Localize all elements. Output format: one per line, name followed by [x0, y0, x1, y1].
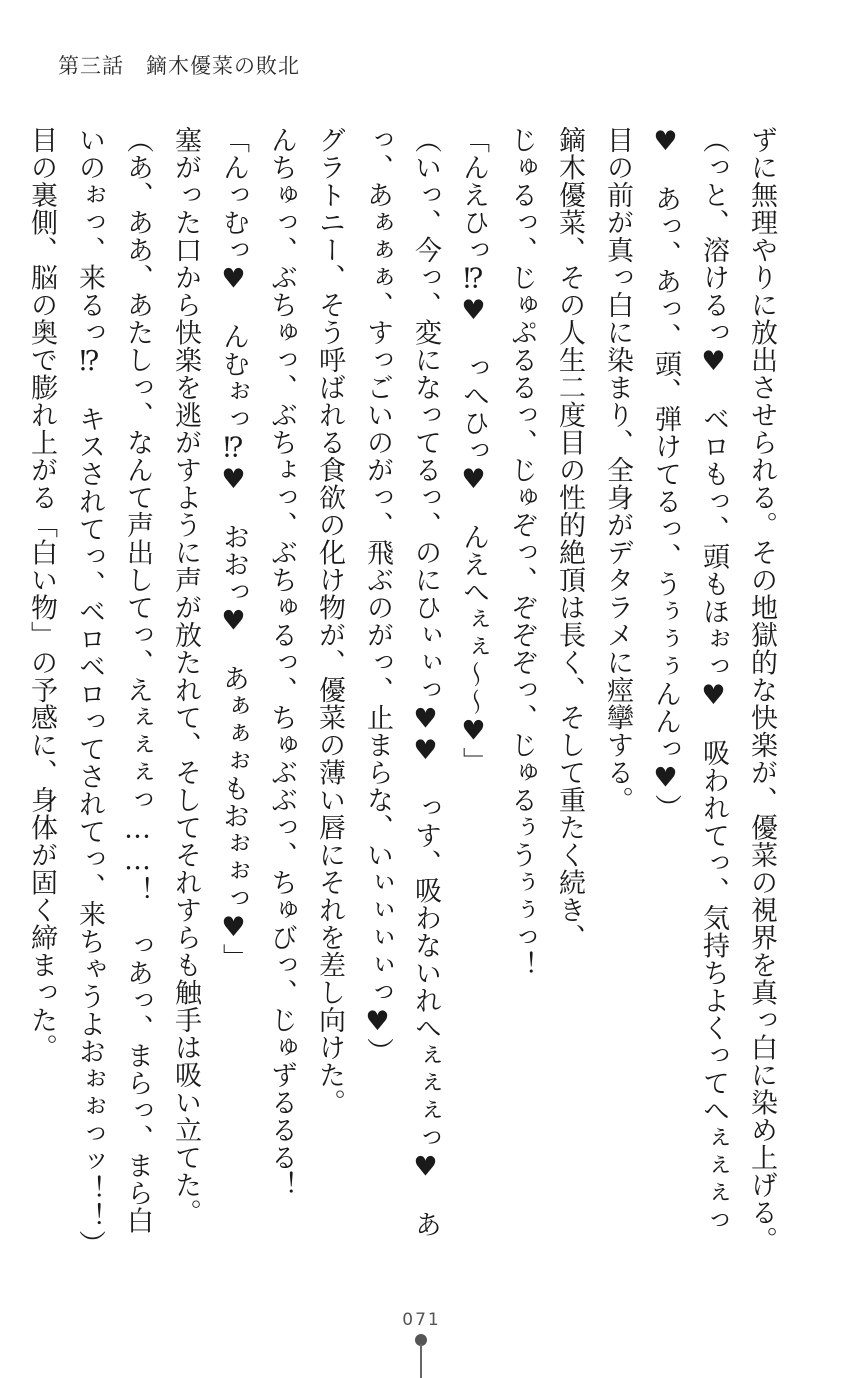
- text-line: ♥ あっ、あっ、頭、弾けてるっ、うぅぅぅんんっ♥）: [650, 126, 681, 822]
- text-line: （あ、ああ、あたしっ、なんて声出してっ、えぇぇぇっ……！ っあっ、まらっ、まら白: [122, 126, 153, 1234]
- text-line: 「んえひっ⁉♥ っへひっ♥ んえへぇぇ〜〜♥」: [458, 126, 489, 775]
- chapter-title: 第三話 鏑木優菜の敗北: [58, 54, 300, 78]
- novel-body-text: [26, 126, 785, 1266]
- page-number: 071: [402, 1310, 441, 1330]
- text-line: グラトニー、そう呼ばれる食欲の化け物が、優菜の薄い唇にそれを差し向けた。: [314, 126, 345, 1116]
- text-line: （っと、溶けるっ♥ ベロもっ、頭もほぉっ♥ 吸われてっ、気持ちよくってへぇぇぇっ: [698, 126, 729, 1234]
- text-line: 「んっむっ♥ んむぉっ⁉♥ おおっ♥ あぁぁぉもおぉぉっ♥」: [218, 126, 249, 971]
- text-line: 鏑木優菜、その人生二度目の性的絶頂は長く、そして重たく続き、: [554, 126, 585, 951]
- text-line: 目の裏側、脳の奥で膨れ上がる「白い物」の予感に、身体が固く締まった。: [26, 126, 57, 1061]
- page-marker-ornament: [415, 1334, 427, 1378]
- text-line: 目の前が真っ白に染まり、全身がデタラメに痙攣する。: [602, 126, 633, 814]
- text-line: んちゅっ、ぶちゅっ、ぶちょっ、ぶちゅるっ、ちゅぶぶっ、ちゅびっ、じゅずるるる！: [266, 126, 297, 1199]
- text-line: っ、あぁぁぁ、すっごいのがっ、飛ぶのがっ、止まらな、いぃぃぃぃっ♥）: [362, 126, 393, 1065]
- text-line: （いっ、今っ、変になってるっ、のにひぃぃっ♥♥ っす、吸わないれへぇぇぇっ♥ あ: [410, 126, 441, 1238]
- text-line: いのぉっ、来るっ⁉ キスされてっ、ベロベロってされてっ、来ちゃうよおぉぉっッ！！）: [74, 126, 105, 1258]
- text-line: ずに無理やりに放出させられる。その地獄的な快楽が、優菜の視界を真っ白に染め上げる。: [746, 126, 777, 1254]
- page-marker-stem: [420, 1344, 422, 1378]
- text-line: 塞がった口から快楽を逃がすように声が放たれて、そしてそれすらも触手は吸い立てた。: [170, 126, 201, 1226]
- text-line: じゅるっ、じゅぷるるっ、じゅぞっ、ぞぞぞっ、じゅるぅうぅぅっ！: [506, 126, 537, 979]
